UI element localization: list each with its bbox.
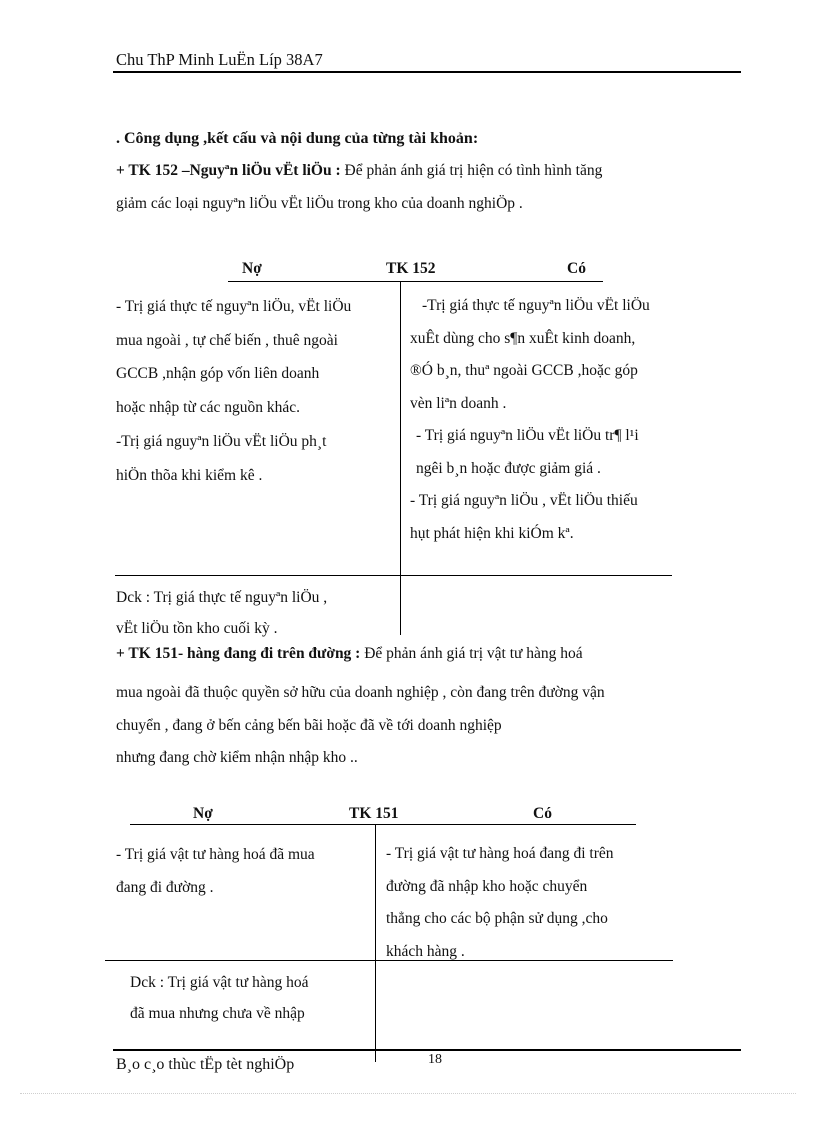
tk152-debit-line: - Trị giá thực tế nguyªn liÖu, vËt liÖu <box>116 298 352 315</box>
tk152-intro-bold: + TK 152 –Nguyªn liÖu vËt liÖu : <box>116 162 341 179</box>
tk152-top-rule <box>228 281 603 282</box>
tk152-center-rule <box>400 282 401 635</box>
tk152-credit-line: - Trị giá nguyªn liÖu vËt liÖu tr¶ l¹i <box>416 427 639 444</box>
tk152-intro-rest: Để phản ánh giá trị hiện có tình hình tăng <box>340 162 603 179</box>
tk152-credit-column <box>410 290 650 550</box>
tk152-credit-line: ®Ó b¸n, thuª ngoài GCCB ,hoặc góp <box>410 362 638 379</box>
tk151-debit-line: - Trị giá vật tư hàng hoá đã mua <box>116 846 315 863</box>
tk152-intro-line2: giảm các loại nguyªn liÖu vËt liÖu trong kho của doanh nghiÖp . <box>116 195 523 212</box>
tk151-debit-line: đang đi đường . <box>116 879 214 896</box>
tk152-credit-line: - Trị giá nguyªn liÖu , vËt liÖu thiếu <box>410 492 638 509</box>
tk151-balance-line: Dck : Trị giá vật tư hàng hoá <box>130 974 309 991</box>
tk152-debit-line: hiÖn thõa khi kiểm kê . <box>116 466 263 484</box>
tk151-header-co: Có <box>533 805 552 822</box>
tk152-header-tk: TK 152 <box>386 260 436 277</box>
tk152-credit-line: -Trị giá thực tế nguyªn liÖu vËt liÖu <box>422 297 650 314</box>
tk152-balance <box>116 582 327 644</box>
tk151-credit-line: đường đã nhập kho hoặc chuyển <box>386 877 588 895</box>
footer-title: B¸o c¸o thùc tËp tèt nghiÖp <box>116 1056 295 1073</box>
page-number: 18 <box>428 1052 442 1067</box>
page-bottom-dotted-line <box>20 1093 796 1094</box>
tk152-debit-line: GCCB ,nhận góp vốn liên doanh <box>116 365 320 383</box>
tk152-header-co: Có <box>567 260 586 277</box>
tk151-credit-line: - Trị giá vật tư hàng hoá đang đi trên <box>386 845 614 862</box>
tk152-credit-line: xuÊt dùng cho s¶n xuÊt kinh doanh, <box>410 329 636 347</box>
tk151-intro <box>116 645 583 663</box>
tk151-top-rule <box>130 824 636 825</box>
page-header: Chu ThP Minh LuËn Líp 38A7 <box>116 50 323 69</box>
tk152-debit-column <box>116 290 351 492</box>
tk151-header-no: Nợ <box>193 805 213 822</box>
tk151-intro-bold: + TK 151- hàng đang đi trên đường : <box>116 645 361 662</box>
tk152-debit-line: -Trị giá nguyªn liÖu vËt liÖu ph¸t <box>116 432 327 450</box>
tk152-credit-line: hụt phát hiện khi kiÓm kª. <box>410 524 574 542</box>
tk151-credit-column <box>386 838 614 968</box>
tk152-credit-line: vèn liªn doanh . <box>410 394 507 412</box>
tk151-header-tk: TK 151 <box>349 805 399 822</box>
tk151-intro-line: nhưng đang chờ kiểm nhận nhập kho .. <box>116 749 358 766</box>
tk152-debit-line: mua ngoài , tự chế biến , thuê ngoài <box>116 331 338 349</box>
tk151-intro-line: chuyển , đang ở bến cảng bến bãi hoặc đã về tới doanh nghiệp <box>116 716 502 734</box>
tk151-credit-line: khách hàng . <box>386 942 465 960</box>
tk151-credit-line: thẳng cho các bộ phận sử dụng ,cho <box>386 910 608 927</box>
header-rule <box>113 71 741 73</box>
tk152-balance-rule <box>115 575 672 576</box>
tk152-intro <box>116 162 602 180</box>
footer-rule <box>113 1049 741 1051</box>
tk151-intro-line: mua ngoài đã thuộc quyền sở hữu của doanh nghiệp , còn đang trên đường vận <box>116 684 605 701</box>
tk151-intro-rest: Để phản ánh giá trị vật tư hàng hoá <box>360 645 583 662</box>
tk151-intro-continued <box>116 677 605 775</box>
tk152-balance-line: Dck : Trị giá thực tế nguyªn liÖu , <box>116 589 328 606</box>
tk152-balance-line: vËt liÖu tồn kho cuối kỳ . <box>116 620 278 637</box>
tk151-balance <box>130 967 308 1029</box>
tk151-balance-line: đã mua nhưng chưa về nhập <box>130 1005 305 1022</box>
tk152-debit-line: hoặc nhập từ các nguồn khác. <box>116 399 300 417</box>
tk151-center-rule <box>375 825 376 1062</box>
tk152-header-no: Nợ <box>242 260 262 277</box>
section-title: . Công dụng ,kết cấu và nội dung của từng tài khoản: <box>116 130 479 147</box>
tk151-debit-column <box>116 838 315 904</box>
tk152-credit-line: ngêi b¸n hoặc được giảm giá . <box>416 459 601 477</box>
